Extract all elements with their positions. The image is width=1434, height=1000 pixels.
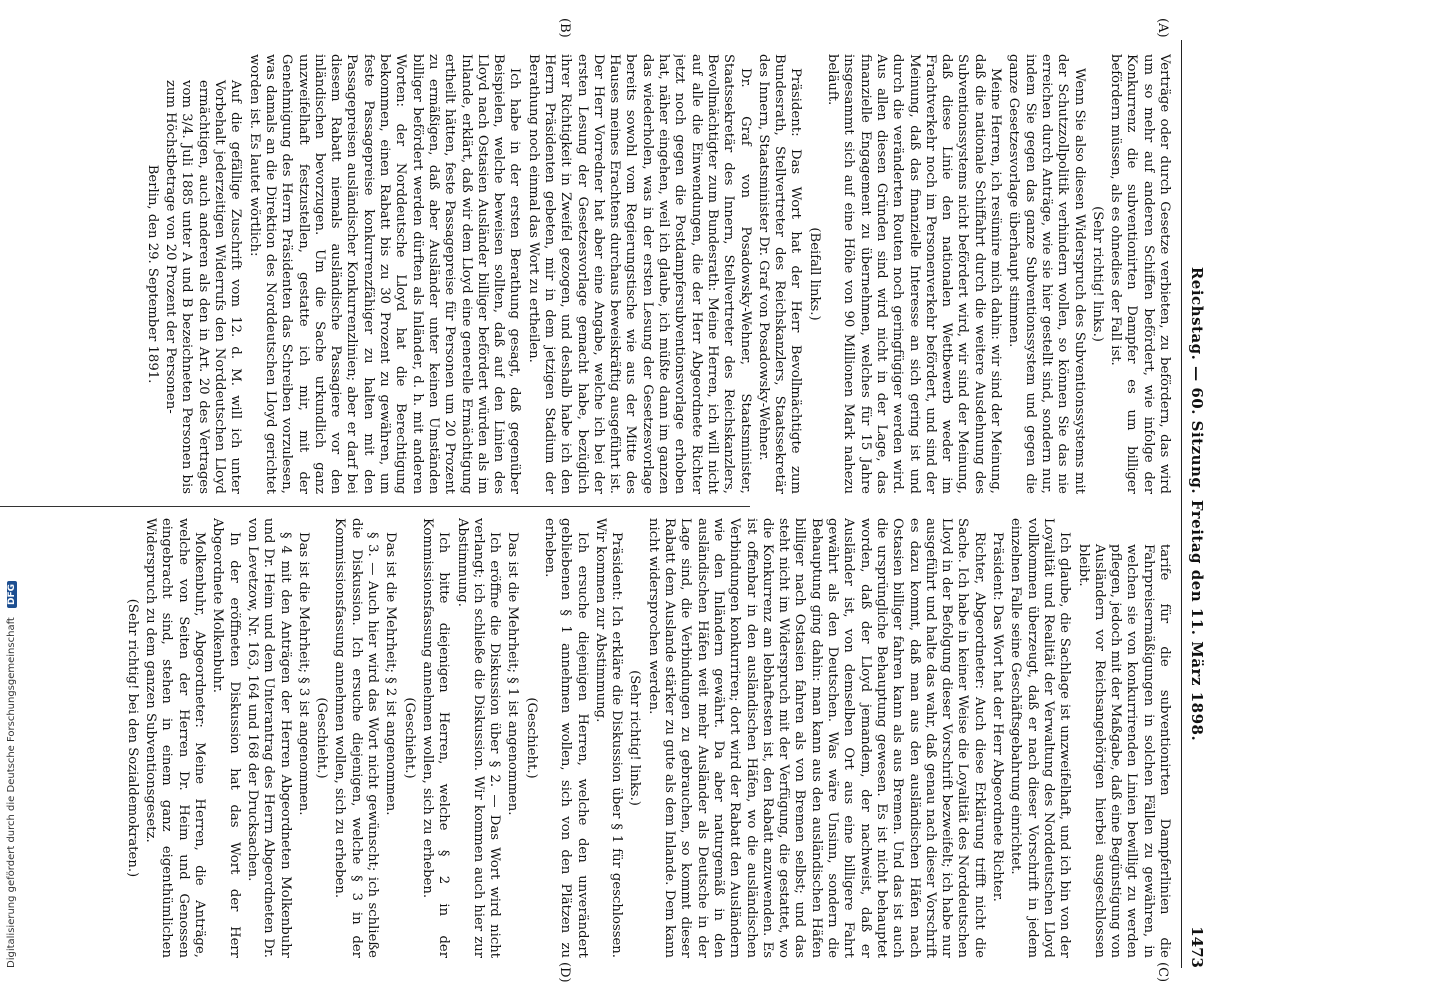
paragraph: Ich habe in der ersten Berathung gesagt, daß gegenüber Beispielen, welche beweisen sollten, daß auf den Linien des Lloyd nach Ostasien Ausländer billiger befördert würden als im Inlande, erklärt, daß wir dem Lloyd eine generelle Ermächtigung ertheilt hätten, feste Passagepreise für Personen um 20 Prozent zu ermäßigen, daß aber Ausländer unter keinen Umständen billiger befördert werden dürften als Inländer, d. h. mit anderen Worten: der Norddeutsche Lloyd hat die Berechtigung bekommen, einen Rabatt bis zu 30 Prozent zu gewähren, um feste Passagepreise konkurrenzfähiger zu halten mit den Passagepreisen ausländischer Konkurrenzlinien; aber er darf bei diesem Rabatt niemals ausländische Passagiere vor den inländischen bevorzugen. Um die Sache urkundlich ganz unzweifelhaft festzustellen, gestatte ich mir, mit der Genehmigung des Herrn Präsidenten das Schreiben vorzulesen, was damals an die Direktion des Norddeutschen Lloyd gerichtet worden ist. Es lautet wörtlich: — [246, 54, 523, 494]
right-column — [0, 518, 1172, 958]
interjection: (Beifall links.) — [806, 227, 822, 321]
interjection: (Geschieht.) — [401, 697, 417, 779]
interjection: (Geschieht.) — [314, 697, 330, 779]
paragraph: Das ist die Mehrheit; § 2 ist angenommen. — [383, 532, 399, 816]
paragraph: Das ist die Mehrheit; § 3 ist angenommen. — [295, 532, 311, 816]
interjection: (Sehr richtig! bei den Sozialdemokraten.) — [124, 598, 140, 878]
marker-c: (C) — [1155, 962, 1170, 983]
quoted-letter: Auf die gefällige Zuschrift vom 12. d. M. will ich unter Vorbehalt jederzeitigen Widerrufs den Norddeutschen Lloyd ermächtigen, auch anderen als den in Art. 20 des Vertrages vom 3/4. Juli 1885 unter A und B bezeichneten Personen bis zum Höchstbetrage von 20 Prozent der Personen- — [163, 80, 244, 494]
digitization-footer — [6, 0, 26, 968]
interjection: (Sehr richtig! links.) — [1089, 206, 1105, 342]
paragraph: Das ist die Mehrheit; § 1 ist angenommen. — [505, 532, 521, 816]
page-header — [1180, 40, 1206, 968]
paragraph: § 3. — Auch hier wird das Wort nicht gewünscht; ich schließe die Diskussion. Ich ersuche diejenigen, welche § 3 in der Kommissionsfassung annehmen wollen, sich zu erheben. — [332, 518, 381, 958]
interjection: (Sehr richtig! links.) — [627, 670, 643, 806]
marker-d: (D) — [557, 962, 572, 983]
paragraph: Präsident: Ich erkläre die Diskussion über § 1 für geschlossen. Wir kommen zur Abstimmung. — [592, 518, 625, 958]
paragraph: Richter, Abgeordneter: Auch diese Erklärung trifft nicht die Sache. Ich habe in keiner Weise die Loyalität des Norddeutschen Lloyd in der Befolgung dieser Vorschrift bezweifelt; ich habe nur ausgeführt und halte das wahr, daß genau nach dieser Vorschrift es dazu kommt, daß man aus den ausländischen Häfen nach Ostasien billiger fahren kann als aus Bremen. Und das ist auch die ursprüngliche Behauptung gewesen. Es ist nicht behauptet worden, daß der Lloyd jemandem, der nachweist, daß er Ausländer ist, von demselben Ort aus eine billigere Fahrt gewährt als den Deutschen. Was wäre Unsinn, sondern die Behauptung ging dahin: man kann aus den ausländischen Häfen billiger nach Ostasien fahren als von Bremen selbst; und das steht nicht im Widerspruch mit der Verfügung, die gestattet, wo die Konkurrenz am lebhaftesten ist, den Rabatt anzuwenden. Es ist offenbar in den ausländischen Häfen, wo die ausländischen Verbindungen konkurriren; dort wird der Rabatt den Ausländern wie den Inländern gewährt. Da aber naturgemäß in den ausländischen Häfen weit mehr Ausländer als Deutsche in der Lage sind, die Verbindungen zu gebrauchen, so kommt dieser Rabatt dem Auslande stärker zu gute als dem Inlande. Dem kann nicht widersprochen werden. — [645, 518, 987, 958]
quoted-letter: tarife für die subventionirten Dampferlinien die Fahrpreisermäßigungen in solchen Fällen zu gewähren, in welchen sie von konkurrirenden Linien bewilligt zu werden pflegen, jedoch mit der Maßgabe, daß eine Begünstigung von Ausländern vor Reichsangehörigen hierbei ausgeschlossen bleibt. — [1075, 544, 1172, 958]
letter-date: Berlin, den 29. September 1891. — [144, 164, 160, 384]
paragraph: Wenn Sie also diesen Widerspruch des Subventionssystems mit der Schutzzollpolitik verhindern wollen, so können Sie das nie erreichen durch Anträge, wie sie hier gestellt sind, sondern nur, indem Sie gegen das ganze Subventionssystem und gegen die ganze Gesetzesvorlage überhaupt stimmen. — [1006, 54, 1087, 494]
page-number: 1473 — [1188, 926, 1206, 968]
marker-b: (B) — [557, 18, 572, 38]
marker-a: (A) — [1155, 18, 1170, 38]
header-title: Reichstag. — 60. Sitzung. Freitag den 11. März 1898. — [1188, 266, 1206, 742]
footer-text: Digitalisierung gefördert durch die Deutsche Forschungsgemeinschaft — [6, 617, 17, 968]
interjection: (Geschieht.) — [523, 697, 539, 779]
column-divider — [0, 506, 750, 507]
paragraph: Präsident: Das Wort hat der Herr Bevollmächtigte zum Bundesrath, Stellvertreter des Reichskanzlers, Staatssekretär des Innern, Staatsminister Dr. Graf von Posadowsky-Wehner. — [755, 54, 804, 494]
dfg-logo: DFG — [7, 581, 17, 608]
paragraph: Ich eröffne die Diskussion über § 2. — Das Wort wird nicht verlangt; ich schließe die Diskussion. Wir kommen auch hier zur Abstimmung. — [454, 518, 503, 958]
header-rule — [1181, 40, 1182, 968]
paragraph: § 4 mit den Anträgen der Herren Abgeordneten Molkenbuhr und Dr. Heim und dem Unterantrag des Herrn Abgeordneten Dr. von Levetzow, Nr. 163, 164 und 168 der Drucksachen. — [244, 518, 293, 958]
paragraph: In der eröffneten Diskussion hat das Wort der Herr Abgeordnete Molkenbuhr. — [210, 518, 242, 958]
paragraph: Ich ersuche diejenigen Herren, welche den unverändert gebliebenen § 1 annehmen wollen, sich von den Plätzen zu erheben. — [542, 518, 590, 958]
left-column — [0, 54, 1172, 494]
paragraph: Präsident: Das Wort hat der Herr Abgeordnete Richter. — [990, 532, 1006, 902]
paragraph: Verträge oder durch Gesetze verbieten, zu befördern, das wird um so mehr auf anderen Schiffen befördert, wie infolge der Konkurrenz die subventionirten Dampfer es um billiger befördern müssen, als es ohnedies der Fall ist. — [1108, 54, 1172, 494]
paragraph: Ich bitte diejenigen Herren, welche § 2 in der Kommissionsfassung annehmen wollen, sich zu erheben. — [419, 518, 452, 958]
paragraph: Meine Herren, ich resümire mich dahin: wir sind der Meinung, daß die nationale Schiffahrt durch die weitere Ausdehnung des Subventionssystems nicht befördert wird, wir sind der Meinung, daß diese Linie den nationalen Wettbewerb weder im Frachtverkehr noch im Personenverkehr befördert, und sind der Meinung, daß das finanzielle Interesse an sich gering ist und durch die veränderten Routen noch geringfügiger werden wird. Aus allen diesen Gründen sind wird nicht in der Lage, das finanzielle Engagement zu übernehmen, welches für 15 Jahre insgesammt sich auf eine Höhe von 90 Millionen Mark nahezu beläuft. — [825, 54, 1004, 494]
paragraph: Ich glaube, die Sachlage ist unzweifelhaft, und ich bin von der Loyalität und Realität der Verwaltung des Norddeutschen Lloyd vollkommen überzeugt, daß er nach dieser Vorschrift in jedem einzelnen Falle seine Geschäftsgebahrung einrichtet. — [1008, 518, 1073, 958]
paragraph: Dr. Graf von Posadowsky-Wehner, Staatsminister, Staatssekretär des Innern, Stellvertreter des Reichskanzlers, Bevollmächtigter zum Bundesrath: Meine Herren, ich will nicht auf alle die Einwendungen, die der Herr Abgeordnete Richter jetzt noch gegen die Postdampfersubventionsvorlage erhoben hat, näher eingehen, weil ich glaube, ich müßte dann im ganzen das wiederholen, was in der ersten Lesung der Gesetzesvorlage bereits sowohl vom Regierungstische wie aus der Mitte des Hauses meines Erachtens durchaus beweiskräftig ausgeführt ist. Der Herr Vorredner hat aber eine Angabe, welche ich bei der ersten Lesung der Gesetzesvorlage gemacht habe, bezüglich ihrer Richtigkeit in Zweifel gezogen, und deshalb habe ich den Herrn Präsidenten gebeten, mir in dem jetzigen Stadium der Berathung noch einmal das Wort zu ertheilen. — [525, 54, 753, 494]
paragraph: Molkenbuhr, Abgeordneter: Meine Herren, die Anträge, welche von Seiten der Herren Dr. Heim und Genossen eingebracht sind, stehen in einem ganz eigenthümlichen Widerspruch zu dem ganzen Subventionsgesetz. — [143, 518, 208, 958]
